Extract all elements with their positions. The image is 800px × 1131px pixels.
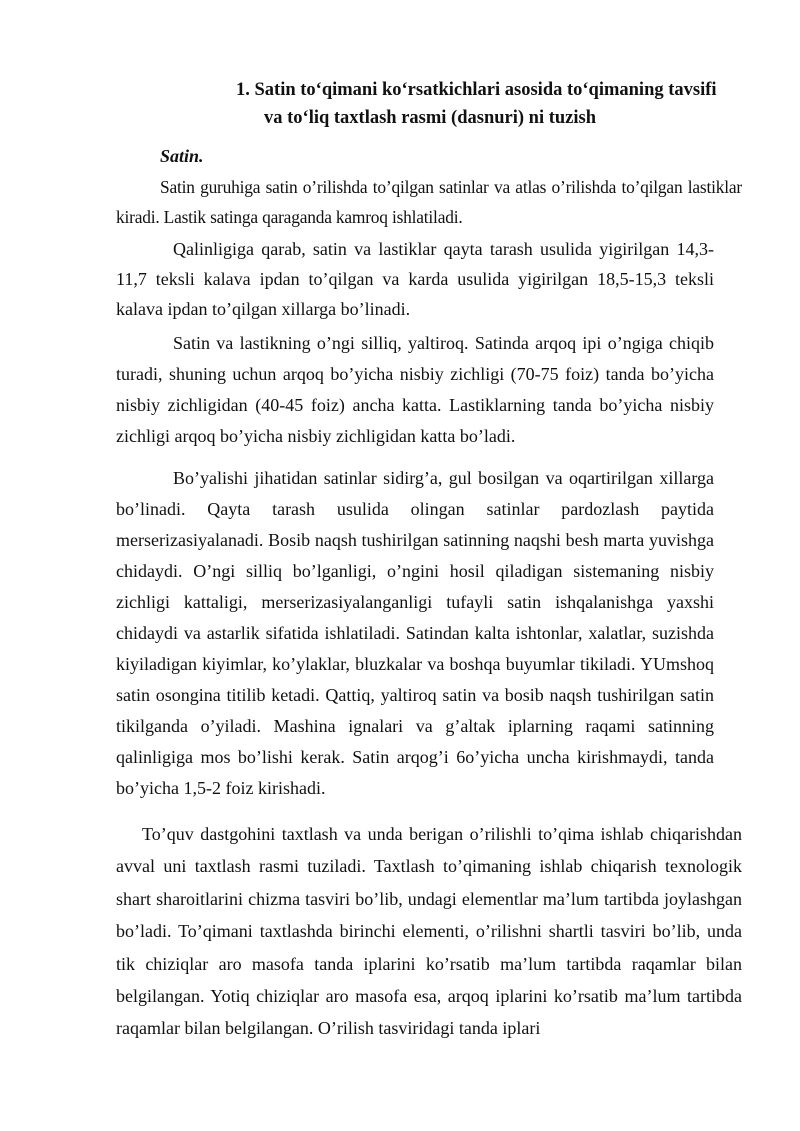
paragraph-5: To’quv dastgohini taxtlash va unda berigan o’rilishli to’qima ishlab chiqarishdan avval uni taxtlash rasmi tuziladi. Taxtlash to’qimaning ishlab chiqarish texnologik shart sharoitlarini chizma tasviri bo’lib, undagi elementlar ma’lum tartibda joylashgan bo’ladi. To’qimani taxtlashda birinchi elementi, o’rilishni shartli tasviri bo’lib, unda tik chiziqlar aro masofa tanda iplarini ko’rsatib ma’lum tartibda raqamlar bilan belgilangan. Yotiq chiziqlar aro masofa esa, arqoq iplarini ko’rsatib ma’lum tartibda raqamlar bilan belgilangan. O’rilish tasviridagi tanda iplari [116, 824, 742, 1039]
section-heading [236, 76, 756, 132]
paragraph-2: Qalinligiga qarab, satin va lastiklar qayta tarash usulida yigirilgan 14,3-11,7 teksli kalava ipdan to’qilgan va karda usulida yigirilgan 18,5-15,3 teksli kalava ipdan to’qilgan xillarga bo’linadi. [116, 239, 714, 319]
paragraph-4: Bo’yalishi jihatidan satinlar sidirg’a, gul bosilgan va oqartirilgan xillarga bo’linadi. Qayta tarash usulida olingan satinlar pardozlash paytida merserizasiyalanadi. Bosib naqsh tushirilgan satinning naqshi besh marta yuvishga chidaydi. O’ngi silliq bo’lganligi, o’ngini hosil qiladigan sistemaning nisbiy zichligi kattaligi, merserizasiyalanganligi tufayli satin ishqalanishga yaxshi chidaydi va astarlik sifatida ishlatiladi. Satindan kalta ishtonlar, xalatlar, suzishda kiyiladigan kiyimlar, ko’ylaklar, bluzkalar va boshqa buyumlar tikiladi. YUmshoq satin osongina titilib ketadi. Qattiq, yaltiroq satin va bosib naqsh tushirilgan satin tikilganda o’yiladi. Mashina ignalari va g’altak iplarning raqami satinning qalinligiga mos bo’lishi kerak. Satin arqog’i 6o’yicha uncha kirishmaydi, tanda bo’yicha 1,5-2 foiz kirishadi. [116, 468, 714, 798]
section-heading-line-2: va to‘liq taxtlash rasmi (dasnuri) ni tuzish [264, 108, 597, 128]
paragraph-1: Satin guruhiga satin o’rilishda to’qilgan satinlar va atlas o’rilishda to’qilgan lastiklar kiradi. Lastik satinga qaraganda kamroq ishlatiladi. [116, 177, 742, 227]
section-heading-line-1: 1. Satin to‘qimani ko‘rsatkichlari asosida to‘qimaning tavsifi [236, 80, 717, 100]
subheading-satin: Satin. [160, 146, 204, 166]
paragraph-3: Satin va lastikning o’ngi silliq, yaltiroq. Satinda arqoq ipi o’ngiga chiqib turadi, shuning uchun arqoq bo’yicha nisbiy zichligi (70-75 foiz) tanda bo’yicha nisbiy zichligidan (40-45 foiz) ancha katta. Lastiklarning tanda bo’yicha nisbiy zichligi arqoq bo’yicha nisbiy zichligidan katta bo’ladi. [116, 333, 714, 446]
